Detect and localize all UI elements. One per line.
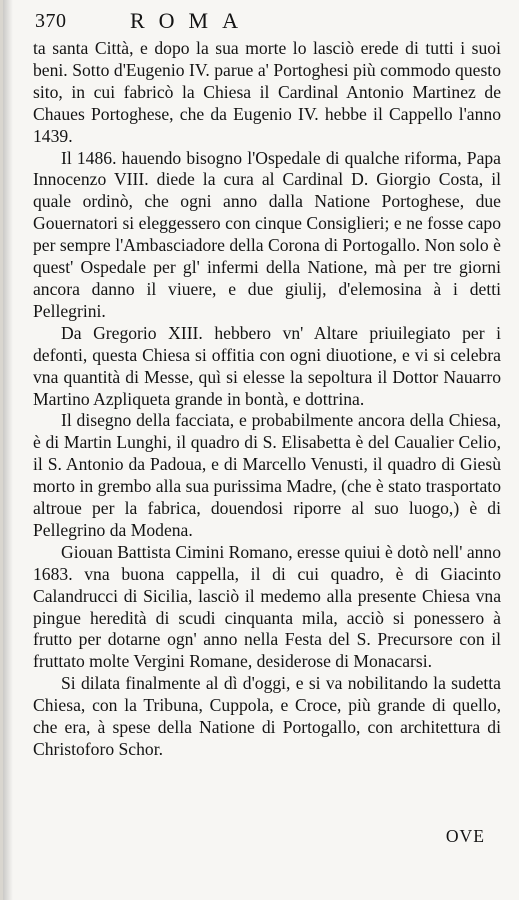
paragraph-continuation: ta santa Città, e dopo la sua morte lo lasciò erede di tutti i suoi beni. Sotto d'Eugenio IV. parue a' Portoghesi più commodo questo sito, in cui fabricò la Chiesa il Cardinal Antonio Martinez de Chaues Portoghese, che da Eugenio IV. hebbe il Cappello l'anno 1439. [33,38,501,146]
page-number: 370 [35,10,67,32]
paragraph-reform-1486: Il 1486. hauendo bisogno l'Ospedale di qualche riforma, Papa Innocenzo VIII. diede la cura al Cardinal D. Giorgio Costa, il quale ordinò, che ogni anno dalla Natione Portoghese, due Gouernatori si eleggessero con cinque Consiglieri; e ne fosse capo per sempre l'Ambasciadore della Corona di Portogallo. Non solo è quest' Ospedale per gl' infermi della Natione, mà per tre giorni ancora danno il viuere, e due giulij, d'elemosina à i detti Pellegrini. [33,147,501,321]
body-text [33,38,501,761]
paragraph-facade-design: Il disegno della facciata, e probabilmente ancora della Chiesa, è di Martin Lunghi, il quadro di S. Elisabetta è del Caualier Celio, il S. Antonio da Padoua, e di Marcello Venusti, il quadro di Giesù morto in grembo alla sua purissima Madre, (che è stato trasportato altroue per la fabrica, douendosi riporre al suo luogo,) è di Pellegrino da Modena. [33,410,501,540]
paragraph-cimini-chapel: Giouan Battista Cimini Romano, eresse quiui è dotò nell' anno 1683. vna buona cappella, il di cui quadro, è di Giacinto Calandrucci di Sicilia, lasciò il medemo alla presente Chiesa vna pingue heredità di scudi cinquanta mila, acciò si ponessero à frutto per dotarne ogn' anno nella Festa del S. Precursore con il fruttato molte Vergini Romane, desiderose di Monacarsi. [33,541,502,672]
paragraph-gregorio-altar: Da Gregorio XIII. hebbero vn' Altare priuilegiato per i defonti, questa Chiesa si offitia con ogni diuotione, e vi si celebra vna quantità di Messe, quì si elesse la sepoltura il Dottor Nauarro Martino Azpliqueta grande in bontà, e dottrina. [33,322,501,409]
running-head: ROMA [130,8,253,33]
page-header [35,10,501,38]
gutter-shadow [3,0,13,900]
catchword: OVE [445,826,485,846]
paragraph-expansion: Si dilata finalmente al dì d'oggi, e si va nobilitando la sudetta Chiesa, con la Tribuna, Cuppola, e Croce, più grande di quello, che era, à spese della Natione di Portogallo, con architettura di Christoforo Schor. [33,673,501,759]
